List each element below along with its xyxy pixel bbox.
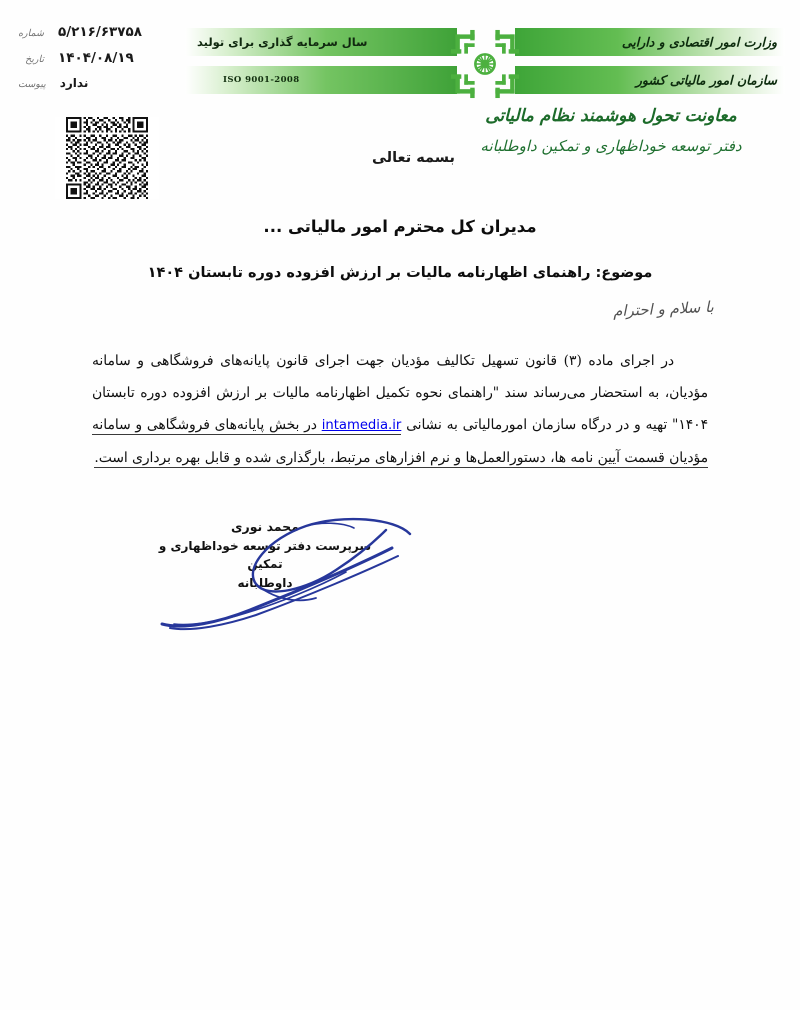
document-verification-qr-code[interactable] xyxy=(55,117,159,199)
document-number-row xyxy=(18,24,188,50)
body-part-two: در بخش پایانه‌های فروشگاهی و سامانه مؤدیان قسمت آیین نامه ها، دستورالعمل‌ها و نرم افزارهای مرتبط، بارگذاری شده و قابل بهره برداری است. xyxy=(92,417,708,466)
document-metadata xyxy=(18,24,188,102)
ministry-line1-text: وزارت امور اقتصادی و دارایی xyxy=(621,34,777,50)
document-date-label: تاریخ xyxy=(25,54,44,65)
basmala-text: بسمه تعالی xyxy=(372,150,455,166)
signatory-details xyxy=(140,518,390,593)
intamedia-link[interactable]: intamedia.ir xyxy=(321,418,402,433)
iso-bar xyxy=(185,66,457,94)
letterhead-banner xyxy=(185,28,785,100)
signatory-title-line1: سرپرست دفتر توسعه خوداظهاری و تمکین xyxy=(158,538,372,572)
document-attachment-value: ندارد xyxy=(59,76,89,90)
addressee-line: مدیران کل محترم امور مالیاتی ... xyxy=(263,217,537,236)
organization-name-bar xyxy=(515,66,785,94)
ministry-line2-text: سازمان امور مالیاتی کشور xyxy=(635,72,777,88)
iran-tax-administration-emblem-icon xyxy=(448,27,522,101)
letter-body xyxy=(92,345,708,474)
iso-certification-text: ISO 9001-2008 xyxy=(223,75,300,85)
signature-block xyxy=(0,518,800,628)
slogan-bar xyxy=(185,28,457,56)
signatory-title-line2: داوطلبانه xyxy=(237,575,293,590)
document-attachment-label: پیوست xyxy=(18,79,46,90)
signatory-name: محمد نوری xyxy=(231,519,299,534)
handwritten-salutation: با سلام و احترام xyxy=(612,297,715,321)
document-number-value: ۵/۲۱۶/۶۳۷۵۸ xyxy=(58,24,143,40)
document-date-value: ۱۴۰۴/۰۸/۱۹ xyxy=(58,50,134,66)
document-date-row xyxy=(18,50,188,76)
slogan-text: سال سرمایه گذاری برای تولید xyxy=(197,35,368,49)
document-attachment-row xyxy=(18,76,188,102)
ministry-name-bar xyxy=(515,28,785,56)
department-line2: دفتر توسعه خوداظهاری و تمکین داوطلبانه xyxy=(480,136,742,155)
department-line1: معاونت تحول هوشمند نظام مالیاتی xyxy=(485,106,737,126)
subject-line: موضوع: راهنمای اظهارنامه مالیات بر ارزش افزوده دوره تابستان ۱۴۰۴ xyxy=(147,265,653,281)
body-part-one: در اجرای ماده (۳) قانون تسهیل تکالیف مؤدیان جهت اجرای قانون پایانه‌های فروشگاهی و سامانه مؤدیان، به استحضار می‌رساند سند "راهنمای نحوه تکمیل اظهارنامه مالیات بر ارزش افزوده دوره تابستان ۱۴۰۴" تهیه و در درگاه سازمان امورمالیاتی به نشانی xyxy=(92,353,708,433)
department-heading xyxy=(446,104,776,158)
document-number-label: شماره xyxy=(18,28,44,39)
